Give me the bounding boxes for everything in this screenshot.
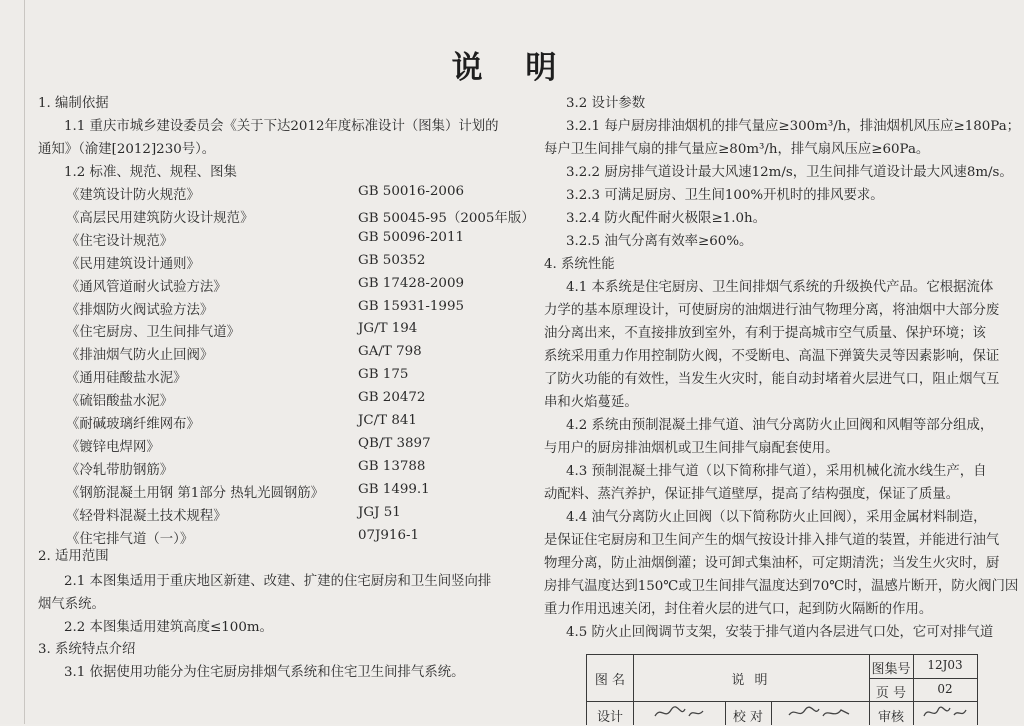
paragraph-line: 串和火焰蔓延。 [544,395,638,410]
standard-row [66,435,431,455]
standard-row [66,321,418,341]
section-heading: 2. 适用范围 [38,549,109,564]
reviewer-signature [913,704,977,726]
standard-name: 《冷轧带肋钢筋》 [66,462,174,478]
paragraph-line: 4.5 防火止回阀调节支架，安装于排气道内各层进气口处，它可对排气道 [566,625,994,640]
standard-code: JG/T 194 [358,321,418,337]
designer-signature [633,704,725,726]
standard-row [66,275,464,295]
section-heading: 3. 系统特点介绍 [38,642,136,657]
paragraph-line: 油分离出来，不直接排放到室外，有利于提高城市空气质量、保护环境；该 [544,326,986,341]
paragraph-line: 4.2 系统由预制混凝土排气道、油气分离防火止回阀和风帽等部分组成， [566,418,994,433]
drawing-name-value: 说 明 [731,673,771,688]
paragraph-line: 烟气系统。 [38,597,105,612]
standard-name: 《钢筋混凝土用钢 第1部分 热轧光圆钢筋》 [66,485,325,501]
paragraph-line: 重力作用迅速关闭，封住着火层的进气口，起到防火隔断的作用。 [544,602,933,617]
standard-name: 《硫铝酸盐水泥》 [66,394,174,410]
standard-row [66,367,409,387]
standard-name: 《通风管道耐火试验方法》 [66,279,227,295]
page-number-value: 02 [937,682,953,696]
designer-label: 设计 [596,710,623,725]
paragraph-line: 动配料、蒸汽养护，保证排气道壁厚，提高了结构强度，保证了质量。 [544,487,960,502]
binding-margin-line [24,0,25,724]
paragraph-line: 了防火功能的有效性，当发生火灾时，能自动封堵着火层进气口，阻止烟气互 [544,372,1000,387]
standard-code: JGJ 51 [358,504,401,520]
title-block-rule [587,701,977,702]
standard-code: GB 175 [358,367,409,383]
standard-name: 《通用硅酸盐水泥》 [66,371,187,387]
checker-label: 校 对 [732,710,764,725]
standard-name: 《住宅设计规范》 [66,233,174,249]
drawing-name-label: 图 名 [594,673,626,688]
paragraph-line: 4.1 本系统是住宅厨房、卫生间排烟气系统的升级换代产品。它根据流体 [566,280,994,295]
standard-code: GA/T 798 [358,344,422,360]
paragraph-line: 房排气温度达到150℃或卫生间排气温度达到70℃时，温感片断开，防火阀门因 [544,579,1019,594]
paragraph-line: 3.2.2 厨房排气道设计最大风速12m/s，卫生间排气道设计最大风速8m/s。 [566,165,1013,180]
title-block-rule [869,678,977,679]
paragraph-line: 1.1 重庆市城乡建设委员会《关于下达2012年度标准设计（图集）计划的 [64,119,499,134]
paragraph-line: 力学的基本原理设计，可使厨房的油烟进行油气物理分离，将油烟中大部分废 [544,303,1000,318]
paragraph-line: 3.2.3 可满足厨房、卫生间100%开机时的排风要求。 [566,188,884,203]
reviewer-label: 审核 [877,710,904,725]
standard-row [66,207,535,226]
atlas-number-value: 12J03 [927,658,963,672]
paragraph-line: 3.2.5 油气分离有效率≥60%。 [566,234,753,249]
paragraph-line: 3.1 依据使用功能分为住宅厨房排烟气系统和住宅卫生间排气系统。 [64,665,465,680]
paragraph-line: 2.1 本图集适用于重庆地区新建、改建、扩建的住宅厨房和卫生间竖向排 [64,574,492,589]
standard-row [66,458,426,478]
standard-code: GB 15931-1995 [358,298,464,314]
standard-name: 《民用建筑设计通则》 [66,256,200,272]
title-block [586,654,978,725]
section-heading: 4. 系统性能 [544,257,615,272]
standard-name: 《高层民用建筑防火设计规范》 [66,210,254,226]
standard-row [66,481,430,501]
standard-row [66,413,417,432]
standard-code: GB 50096-2011 [358,229,464,245]
right-column [544,0,1021,724]
standard-code: JC/T 841 [358,413,417,428]
paragraph-line: 系统采用重力作用控制防火阀，不受断电、高温下弹簧失灵等因素影响，保证 [544,349,1000,364]
standard-code: GB 20472 [358,390,426,406]
paragraph-line: 4.4 油气分离防火止回阀（以下简称防火止回阀），采用金属材料制造， [566,510,987,525]
standard-name: 《镀锌电焊网》 [66,439,160,455]
standard-name: 《排烟防火阀试验方法》 [66,302,214,318]
standard-name: 《排油烟气防火止回阀》 [66,348,214,364]
standard-code: GB 50045-95（2005年版） [358,210,535,226]
paragraph-line: 3.2.4 防火配件耐火极限≥1.0h。 [566,211,766,226]
standard-code: QB/T 3897 [358,435,431,451]
page-number-label: 页 号 [875,686,907,701]
standard-name: 《建筑设计防火规范》 [66,188,200,203]
standard-name: 《住宅厨房、卫生间排气道》 [66,325,241,341]
standard-code: GB 50352 [358,252,426,268]
section-heading: 1. 编制依据 [38,96,109,111]
standard-row [66,298,464,318]
standard-row [66,390,426,410]
standard-row [66,344,422,364]
paragraph-line: 2.2 本图集适用建筑高度≤100m。 [64,620,273,635]
standard-name: 《耐碱玻璃纤维网布》 [66,417,200,432]
standard-code: GB 1499.1 [358,481,430,497]
standard-name: 《轻骨料混凝土技术规程》 [66,508,227,524]
standard-row [66,184,464,203]
paragraph-line: 4.3 预制混凝土排气道（以下简称排气道），采用机械化流水线生产，自 [566,464,987,479]
paragraph-line: 是保证住宅厨房和卫生间产生的烟气按设计排入排气道的装置，并能进行油气 [544,533,1000,548]
paragraph-line: 3.2.1 每户厨房排油烟机的排气量应≥300m³/h，排油烟机风压应≥180Pa； [566,119,1021,134]
standard-code: GB 50016-2006 [358,184,464,199]
atlas-number-label: 图集号 [871,662,911,677]
standard-name: 《住宅排气道（一）》 [66,531,194,547]
paragraph-line: 物理分离，防止油烟倒灌；设可卸式集油杯，可定期清洗；当发生火灾时，厨 [544,556,1000,571]
page-title: 说 明 [451,50,573,86]
paragraph-line: 通知》（渝建[2012]230号）。 [38,142,216,157]
subsection-heading: 1.2 标准、规范、规程、图集 [64,165,237,180]
left-column [38,0,558,724]
checker-signature [771,704,869,726]
standard-code: 07J916-1 [358,527,420,543]
standard-row [66,229,464,249]
standard-row [66,504,401,524]
standard-code: GB 13788 [358,458,426,474]
paragraph-line: 每户卫生间排气扇的排气量应≥80m³/h，排气扇风压应≥60Pa。 [544,142,930,157]
paragraph-line: 与用户的厨房排油烟机或卫生间排气扇配套使用。 [544,441,839,456]
standard-row [66,527,420,547]
standard-row [66,252,426,272]
subsection-heading: 3.2 设计参数 [566,96,646,111]
standard-code: GB 17428-2009 [358,275,464,291]
